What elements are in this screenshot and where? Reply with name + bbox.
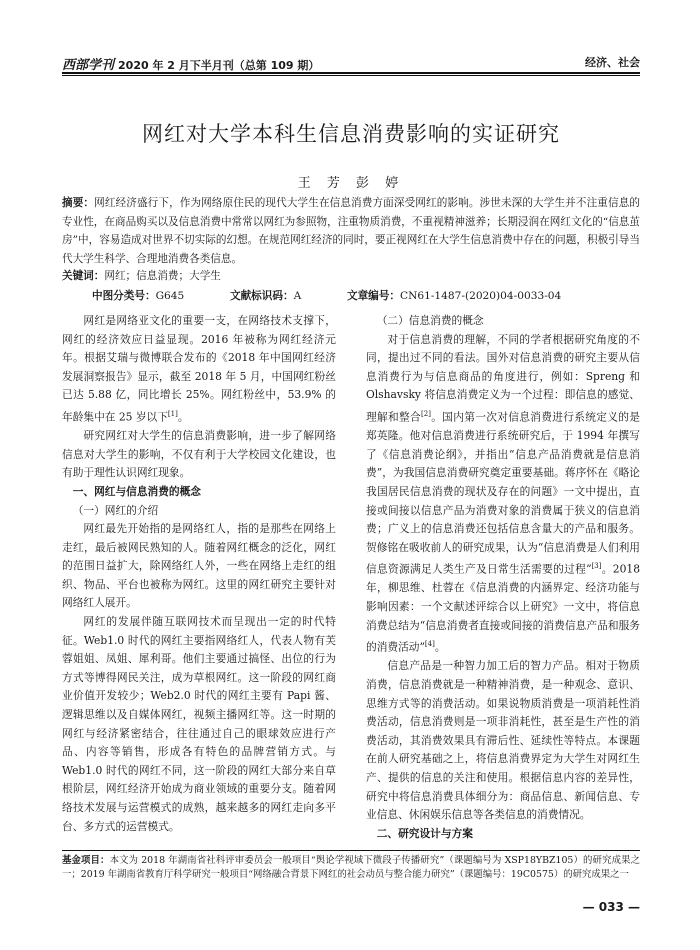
paragraph: 网红最先开始指的是网络红人，指的是那些在网络上走红，最后被网民熟知的人。随着网红概念的泛化，网红的范围日益扩大，除网络红人外，一些在网络上走红的组织、物品、平台也被称为网红。这里的网红研究主要针对网络红人展开。 bbox=[62, 522, 336, 610]
paragraph: 网红的发展伴随互联网技术而呈现出一定的时代特征。Web1.0 时代的网红主要指网络红人，代表人物有芙蓉姐姐、凤姐、犀利哥。他们主要通过搞怪、出位的行为方式等博得网民关注，成为草根网红。这一阶段的网红商业价值开发较少；Web2.0 时代的网红主要有 Papi 酱、逻辑思维以及自媒体网红，视频主播网红等。这一时期的网红与经济紧密结合，往往通过自己的眼球效应进行产品、内容等销售，形成各有特色的品牌营销方式。与 Web1.0 时代的网红不同，这一阶段的网红大部分来自草根阶层，网红经济开始成为商业领域的重要分支。随着网络技术发展与运营模式的成熟，越来越多的网红走向多平台、多方式的运营模式。 bbox=[62, 615, 336, 833]
clc-number: 中图分类号：G645 bbox=[92, 290, 185, 302]
keywords-text: 网红；信息消费；大学生 bbox=[104, 270, 221, 282]
abstract bbox=[62, 194, 640, 268]
keywords bbox=[62, 268, 640, 283]
subsection-heading: （一）网红的介绍 bbox=[72, 503, 159, 517]
abstract-text: 网红经济盛行下，作为网络原住民的现代大学生在信息消费方面深受网红的影响。涉世未深的大学生并不注重信息的专业性，在商品购买以及信息消费中常常以网红为参照物，注重物质消费，不重视精神滋养；长期浸润在网红文化的“信息茧房”中，容易造成对世界不切实际的幻想。在规范网红经济的同时，要正视网红在大学生信息消费中存在的问题，积极引导当代大学生科学、合理地消费各类信息。 bbox=[62, 197, 641, 265]
paragraph: 信息产品是一种智力加工后的智力产品。相对于物质消费，信息消费就是一种精神消费，是一种观念、意识、思维方式等的消费活动。如果说物质消费是一项消耗性消费活动，信息消费则是一项非消耗性，甚至是生产性的消费活动，其消费效果具有滞后性、延续性等特点。本课题在前人研究基础之上，将信息消费界定为大学生对网红生产、提供的信息的关注和使用。根据信息内容的差异性，研究中将信息消费具体细分为：商品信息、新闻信息、专业信息、休闲娱乐信息等各类信息的消费情况。 bbox=[366, 659, 640, 822]
article-title: 网红对大学本科生信息消费影响的实证研究 bbox=[142, 122, 560, 146]
article-number: 文章编号：CN61-1487-(2020)04-0033-04 bbox=[347, 290, 562, 302]
keywords-label: 关键词： bbox=[62, 270, 105, 282]
journal-name bbox=[62, 54, 319, 73]
footnote-rule bbox=[62, 850, 640, 851]
abstract-label: 摘要： bbox=[62, 197, 95, 209]
paragraph: 网红是网络亚文化的重要一支，在网络技术支撑下，网红的经济效应日益显现。2016 年被称为网红经济元年。根据艾瑞与微博联合发布的《2018 年中国网红经济发展洞察报告》显示，截至 2018 年 5 月，中国网红粉丝已达 5.88 亿，同比增长 25%。网红粉丝中，53.9% 的年龄集中在 25 岁以下[1]。 bbox=[62, 314, 336, 424]
funding-text: 本文为 2018 年湖南省社科评审委员会一般项目“舆论学视域下微段子传播研究”（课题编号为 XSP18YBZ105）的研究成果之一；2019 年湖南省教育厅科学研究一般项目“网络融合背景下网红的社会动员与整合能力研究”（课题编号：19C0575）的研究成果之一 bbox=[62, 855, 640, 880]
header-rule-thin bbox=[62, 75, 640, 76]
document-code: 文献标识码：A bbox=[230, 290, 302, 302]
right-column bbox=[366, 312, 640, 843]
section-label: 经济、社会 bbox=[585, 56, 640, 69]
article-authors: 王 芳 彭 婷 bbox=[297, 176, 405, 191]
journal-logo: 西部学刊 bbox=[62, 58, 115, 73]
issue-info: 2020 年 2 月下半月刊（总第 109 期） bbox=[118, 59, 320, 72]
subsection-heading: （二）信息消费的概念 bbox=[376, 314, 484, 327]
section-heading: 一、网红与信息消费的概念 bbox=[72, 484, 201, 498]
funding-label: 基金项目： bbox=[62, 855, 110, 866]
section-heading: 二、研究设计与方案 bbox=[376, 826, 473, 840]
header-rule bbox=[62, 72, 640, 74]
funding-note bbox=[62, 854, 640, 881]
left-column bbox=[62, 312, 336, 836]
classification-row bbox=[62, 288, 640, 304]
running-header bbox=[62, 54, 640, 72]
paragraph: 研究网红对大学生的信息消费影响，进一步了解网络信息对大学生的影响，不仅有利于大学校园文化建设，也有助于理性认识网红现象。 bbox=[62, 429, 336, 480]
paragraph: 对于信息消费的理解，不同的学者根据研究角度的不同，提出过不同的看法。国外对信息消费的研究主要从信息消费行为与信息商品的角度进行，例如：Spreng 和 Olshavsky 将信息消费定义为一个过程：即信息的感觉、理解和整合[2]。国内第一次对信息消费进行系统定义的是郑英隆。他对信息消费进行系统研究后，于 1994 年撰写了《信息消费论纲》，并指出“信息产品消费就是信息消费”，为我国信息消费研究奠定重要基础。蒋序怀在《略论我国居民信息消费的现状及存在的问题》一文中提出，直接或间接以信息产品为消费对象的消费属于狭义的信息消费；广义上的信息消费还包括信息含量大的产品和服务。贺修铭在吸收前人的研究成果，认为“信息消费是人们利用信息资源满足人类生产及日常生活需要的过程”[3]。2018 年，柳思维、杜蓉在《信息消费的内涵界定、经济功能与影响因素：一个文献述评综合以上研究》一文中，将信息消费总结为“信息消费者直接或间接的消费信息产品和服务的消费活动”[4]。 bbox=[366, 332, 641, 654]
page-number: — 033 — bbox=[582, 900, 640, 914]
